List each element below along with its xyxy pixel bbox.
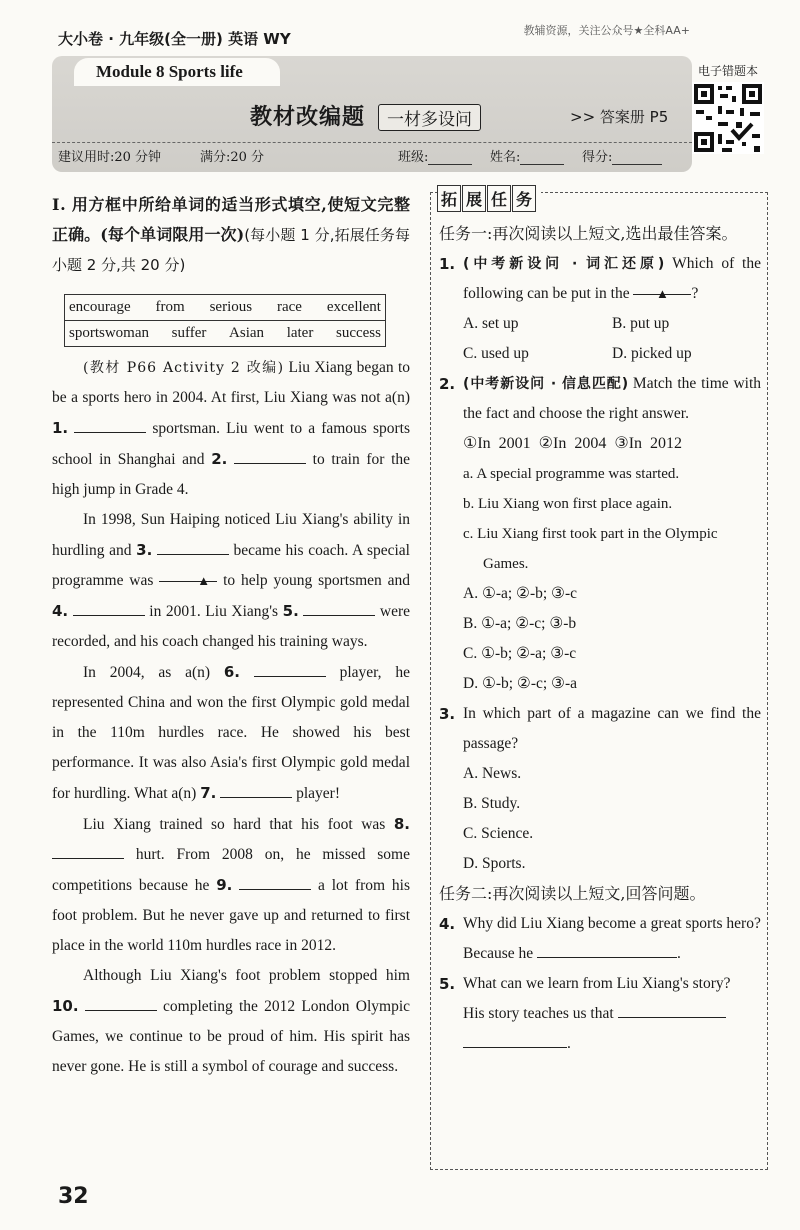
question-5-answer: [439, 999, 761, 1029]
passage-text: Although Liu Xiang's foot problem stopped him: [83, 967, 410, 984]
word: Asian: [229, 325, 265, 341]
score-label: 得分:: [582, 150, 613, 165]
question-5-answer-cont: [439, 1029, 761, 1059]
question-4-answer: [439, 939, 761, 969]
source-note: (教材 P66 Activity 2 改编): [83, 360, 285, 376]
blank-5[interactable]: [303, 600, 375, 616]
passage-text: Liu Xiang began to be a sports hero in 2004. At first, Liu Xiang was not a(n): [52, 359, 411, 406]
paragraph-2: [52, 505, 410, 657]
passage-text: became his coach. A special programme was: [52, 542, 410, 589]
passage-text: hurt. From 2008 on, he missed some competitions because he: [52, 846, 410, 894]
answer-line[interactable]: [537, 942, 677, 958]
blank-number: 7.: [200, 784, 217, 802]
fact-item: c. Liu Xiang first took part in the Olympic Games.: [463, 526, 718, 572]
question-number: 4.: [439, 915, 456, 933]
qr-label: 电子错题本: [697, 64, 758, 78]
triangle-blank[interactable]: [159, 566, 217, 588]
passage-text: sportsman. Liu went to a famous sports school in Shanghai and: [52, 420, 410, 468]
blank-4[interactable]: [73, 600, 145, 616]
question-1-options: [439, 309, 761, 369]
question-number: 3.: [439, 705, 456, 723]
blank-number: 9.: [216, 876, 233, 894]
blank-7[interactable]: [220, 782, 292, 798]
word: encourage: [69, 299, 131, 315]
timeline: ①In 2001 ②In 2004 ③In 2012: [463, 435, 683, 452]
blank-number: 1.: [52, 419, 69, 437]
suggested-time: 建议用时:20 分钟: [58, 150, 162, 165]
full-score: 满分:20 分: [200, 150, 265, 165]
question-text: ?: [691, 285, 699, 302]
option-b[interactable]: B. put up: [612, 315, 670, 332]
qr-section: [688, 62, 768, 162]
task-1-heading: 任务一:再次阅读以上短文,选出最佳答案。: [439, 224, 738, 243]
triangle-icon: ▲: [197, 573, 211, 588]
passage: [52, 353, 410, 1082]
class-label: 班级:: [398, 150, 429, 165]
answer-end: .: [567, 1035, 571, 1052]
left-column: [52, 190, 410, 1082]
answer-prompt: Because he: [463, 945, 534, 962]
triangle-icon: ▲: [656, 286, 669, 301]
passage-text: completing the 2012 London Olympic Games, we continue to be proud of him. His spirit has never gone. He is still a symbol of courage and success.: [52, 998, 411, 1075]
word: success: [336, 325, 381, 341]
answer-end: .: [677, 945, 681, 962]
option-b[interactable]: B. ①-a; ②-c; ③-b: [463, 615, 577, 632]
passage-text: to train for the high jump in Grade 4.: [52, 451, 411, 498]
blank-number: 10.: [52, 997, 79, 1015]
question-1: [439, 249, 761, 309]
paragraph-4: [52, 809, 410, 961]
answer-line[interactable]: [463, 1032, 567, 1048]
extension-content: [439, 219, 761, 1059]
answer-line[interactable]: [618, 1002, 726, 1018]
question-text: Which of the following can be put in the: [463, 255, 761, 302]
paragraph-5: [52, 961, 410, 1082]
option-c[interactable]: C. Science.: [463, 825, 534, 842]
class-blank[interactable]: [428, 151, 472, 165]
option-a[interactable]: A. News.: [463, 765, 522, 782]
word: sportswoman: [69, 325, 149, 341]
option-d[interactable]: D. Sports.: [463, 855, 526, 872]
answer-reference: >> 答案册 P5: [570, 108, 669, 126]
fact-item: a. A special programme was started.: [463, 466, 680, 482]
question-text: In which part of a magazine can we find the passage?: [463, 705, 761, 752]
section-score-note: (每小题 1 分,拓展任务每小题 2 分,共 20 分): [52, 226, 410, 274]
passage-text: player, he represented China and won the first Olympic gold medal in the 110m hurdles race. He showed his best performance. It was also Asia's first Olympic gold medal for hurdling. What a(n): [52, 664, 410, 802]
banner-title: 教材改编题: [250, 104, 366, 130]
word: race: [276, 299, 302, 315]
answer-prompt: His story teaches us that: [463, 1005, 614, 1022]
option-c[interactable]: C. ①-b; ②-a; ③-c: [463, 645, 577, 662]
question-tag: (中考新设问 · 词汇还原): [463, 256, 665, 272]
option-c[interactable]: C. used up: [463, 345, 529, 362]
question-2: [439, 369, 761, 429]
score-field: [582, 146, 662, 165]
blank-10[interactable]: [85, 995, 157, 1011]
blank-number: 6.: [223, 663, 240, 681]
option-d[interactable]: D. ①-b; ②-c; ③-a: [463, 675, 577, 692]
passage-text: to help young sportsmen and: [223, 572, 411, 589]
blank-number: 3.: [136, 541, 153, 559]
score-blank[interactable]: [612, 151, 662, 165]
module-title: Module 8 Sports life: [74, 58, 280, 86]
blank-number: 4.: [52, 602, 69, 620]
question-4: [439, 909, 761, 939]
word: excellent: [326, 299, 381, 315]
promo-text: 教辅资源，关注公众号★全科AA+: [523, 24, 690, 37]
triangle-blank: [633, 279, 691, 301]
question-text: What can we learn from Liu Xiang's story?: [463, 975, 731, 992]
word-box: [64, 294, 386, 347]
facts-list: [439, 459, 761, 579]
question-number: 2.: [439, 375, 456, 393]
question-5: [439, 969, 761, 999]
name-field: [490, 146, 564, 165]
question-text: Why did Liu Xiang become a great sports hero?: [463, 915, 761, 932]
paragraph-3: [52, 657, 410, 809]
blank-2[interactable]: [234, 448, 306, 464]
option-d[interactable]: D. picked up: [612, 345, 692, 362]
blank-number: 2.: [211, 450, 228, 468]
extension-tag: [437, 185, 541, 212]
blank-8[interactable]: [52, 843, 124, 859]
blank-number: 5.: [282, 602, 299, 620]
passage-text: In 2004, as a(n): [83, 664, 211, 681]
section-title: Ⅰ. 用方框中所给单词的适当形式填空,使短文完整正确。(每个单词限用一次): [52, 195, 410, 244]
tag-char: 展: [462, 185, 486, 212]
section-heading: [52, 190, 410, 280]
word: later: [286, 325, 314, 341]
tag-char: 任: [487, 185, 511, 212]
question-tag: (中考新设问 · 信息匹配): [463, 376, 629, 392]
word-row-2: [65, 320, 385, 346]
page-number: 32: [58, 1184, 89, 1209]
class-field: [398, 146, 472, 165]
name-blank[interactable]: [520, 151, 564, 165]
fact-item: b. Liu Xiang won first place again.: [463, 496, 673, 512]
word: suffer: [171, 325, 207, 341]
passage-text: in 2001. Liu Xiang's: [149, 603, 279, 620]
tag-char: 务: [512, 185, 536, 212]
word-row-1: [65, 295, 385, 320]
question-3: [439, 699, 761, 759]
word: serious: [209, 299, 253, 315]
name-label: 姓名:: [490, 150, 521, 165]
extension-tasks-box: [430, 192, 768, 1170]
word: from: [155, 299, 185, 315]
blank-6[interactable]: [254, 661, 326, 677]
blank-number: 8.: [393, 815, 411, 833]
question-text: Match the time with the fact and choose the right answer.: [463, 375, 761, 422]
passage-text: In 1998, Sun Haiping noticed Liu Xiang's ability in hurdling and: [52, 511, 410, 559]
passage-text: a lot from his foot problem. But he never gave up and returned to first place in the world 110m hurdles race in 2012.: [52, 877, 410, 954]
blank-1[interactable]: [74, 417, 146, 433]
banner-tag: 一材多设问: [378, 104, 481, 131]
blank-9[interactable]: [239, 874, 311, 890]
passage-text: were recorded, and his coach changed his training ways.: [52, 603, 411, 650]
book-title: 大小卷 · 九年级(全一册) 英语 WY: [58, 30, 291, 48]
option-a[interactable]: A. set up: [463, 315, 519, 332]
passage-text: player!: [296, 785, 340, 802]
blank-3[interactable]: [157, 539, 229, 555]
task-2-heading: 任务二:再次阅读以上短文,回答问题。: [439, 884, 706, 903]
tag-char: 拓: [437, 185, 461, 212]
paragraph-1: [52, 353, 410, 505]
qr-code-icon[interactable]: [692, 82, 764, 154]
banner-divider: [52, 142, 692, 143]
question-number: 5.: [439, 975, 456, 993]
passage-text: Liu Xiang trained so hard that his foot was: [83, 816, 386, 833]
option-b[interactable]: B. Study.: [463, 795, 521, 812]
question-number: 1.: [439, 255, 456, 273]
option-a[interactable]: A. ①-a; ②-b; ③-c: [463, 585, 577, 602]
